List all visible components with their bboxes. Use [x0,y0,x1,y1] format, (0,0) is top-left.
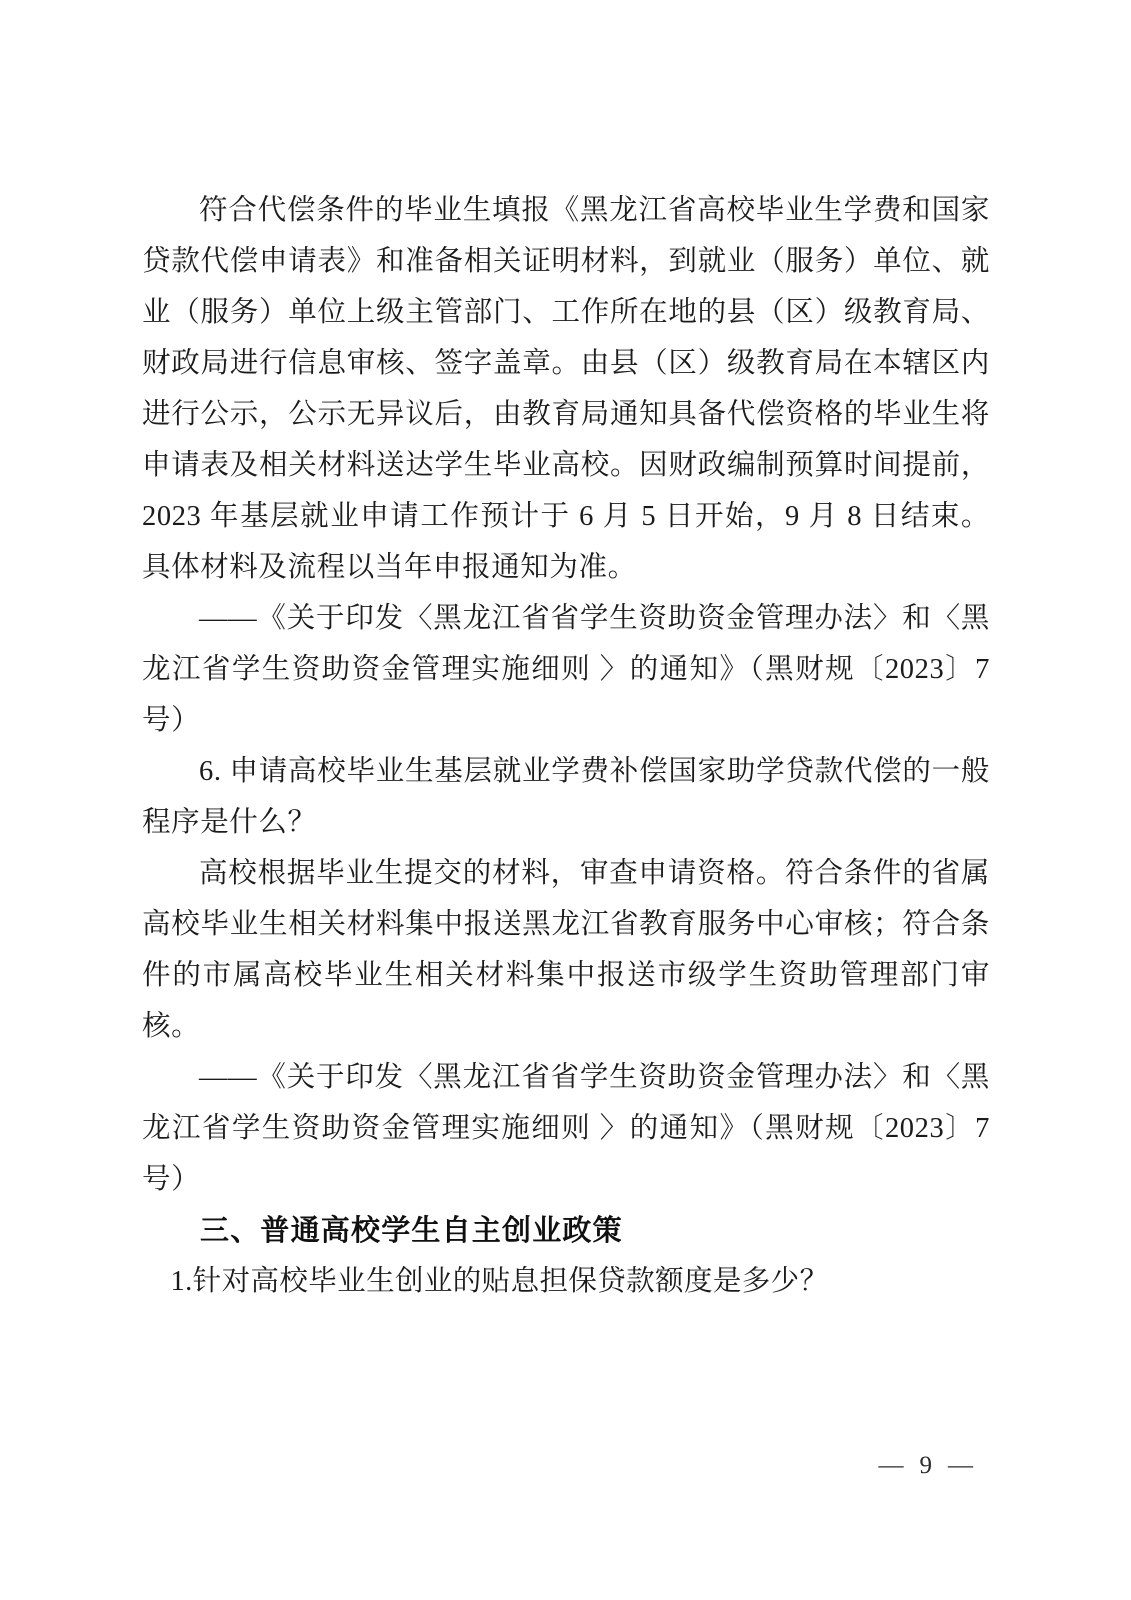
footer-dash-right: — [948,1452,975,1479]
question-item-1: 1.针对高校毕业生创业的贴息担保贷款额度是多少？ [170,1266,829,1297]
footer-dash-left: — [878,1452,906,1479]
paragraph-answer-procedure: 高校根据毕业生提交的材料，审查申请资格。符合条件的省属高校毕业生相关材料集中报送黑龙江省教育服务中心审核；符合条件的市属高校毕业生相关材料集中报送市级学生资助管理部门审核。 [142,858,990,1042]
paragraph-compensation-application: 符合代偿条件的毕业生填报《黑龙江省高校毕业生学费和国家贷款代偿申请表》和准备相关证明材料，到就业（服务）单位、就业（服务）单位上级主管部门、工作所在地的县（区）级教育局、财政局进行信息审核、签字盖章。由县（区）级教育局在本辖区内进行公示，公示无异议后，由教育局通知具备代偿资格的毕业生将申请表及相关材料送达学生毕业高校。因财政编制预算时间提前，2023 年基层就业申请工作预计于 6 月 5 日开始，9 月 8 日结束。具体材料及流程以当年申报通知为准。 [142,195,990,583]
document-body [142,185,990,1307]
question-item-6: 6. 申请高校毕业生基层就业学费补偿国家助学贷款代偿的一般程序是什么？ [142,756,990,838]
citation-reference-1: ——《关于印发〈黑龙江省省学生资助资金管理办法〉和〈黑龙江省学生资助资金管理实施细则 〉的通知》（黑财规〔2023〕7 号） [142,603,990,736]
section-heading-three: 三、普通高校学生自主创业政策 [200,1213,623,1247]
citation-reference-2: ——《关于印发〈黑龙江省省学生资助资金管理办法〉和〈黑龙江省学生资助资金管理实施细则 〉的通知》（黑财规〔2023〕7 号） [142,1062,990,1195]
page-number-group [865,1452,990,1480]
page-number: 9 [919,1452,934,1479]
